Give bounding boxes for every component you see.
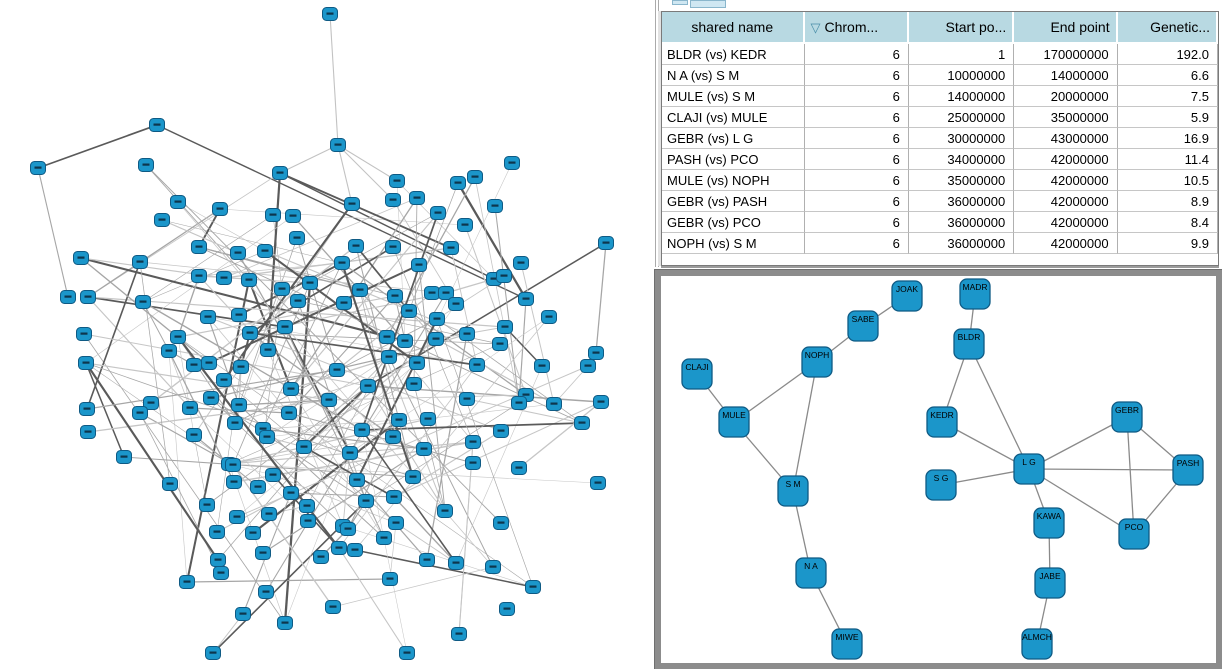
- table-header-cell[interactable]: shared name: [662, 12, 805, 44]
- node-label-smudge: [282, 326, 289, 328]
- edge-table-header: [662, 12, 1218, 44]
- table-cell: N A (vs) S M: [662, 65, 805, 86]
- node-label-smudge: [453, 562, 460, 564]
- network-edge: [38, 168, 68, 297]
- node-label-smudge: [433, 338, 440, 340]
- node-label-smudge: [288, 492, 295, 494]
- node-label-smudge: [187, 407, 194, 409]
- node-label-smudge: [546, 316, 553, 318]
- table-cell: 6.6: [1118, 65, 1218, 86]
- network-edge: [140, 413, 221, 573]
- network-edge: [1029, 469, 1188, 470]
- node-label: PASH: [1176, 458, 1200, 468]
- node-label-smudge: [341, 302, 348, 304]
- node-label-smudge: [396, 419, 403, 421]
- node-label-smudge: [221, 379, 228, 381]
- node-label-smudge: [215, 559, 222, 561]
- table-cell: 9.9: [1118, 233, 1218, 254]
- network-edge: [343, 526, 533, 587]
- node-label-smudge: [307, 282, 314, 284]
- node-label-smudge: [65, 296, 72, 298]
- node-label-smudge: [472, 176, 479, 178]
- network-edge: [969, 344, 1029, 469]
- table-row[interactable]: [662, 212, 1218, 233]
- table-cell: 36000000: [909, 212, 1014, 233]
- node-label-smudge: [393, 522, 400, 524]
- node-label-smudge: [518, 262, 525, 264]
- tab-fragment[interactable]: [672, 0, 688, 5]
- network-edge: [459, 442, 473, 634]
- node-label-smudge: [270, 214, 277, 216]
- node-label-smudge: [448, 247, 455, 249]
- node-label-smudge: [191, 434, 198, 436]
- network-edge: [793, 362, 817, 491]
- table-cell: 6: [805, 86, 909, 107]
- node-label-smudge: [286, 412, 293, 414]
- table-cell: 42000000: [1014, 233, 1117, 254]
- node-label-smudge: [497, 343, 504, 345]
- node-label-smudge: [255, 486, 262, 488]
- node-label-smudge: [530, 586, 537, 588]
- node-label-smudge: [593, 352, 600, 354]
- node-label-smudge: [462, 224, 469, 226]
- node-label-smudge: [240, 613, 247, 615]
- node-label: BLDR: [957, 332, 981, 342]
- node-label-smudge: [334, 369, 341, 371]
- node-label-smudge: [523, 394, 530, 396]
- node-label-smudge: [595, 482, 602, 484]
- node-label: CLAJI: [685, 362, 709, 372]
- node-label-smudge: [353, 245, 360, 247]
- panel-split-line: [655, 0, 656, 267]
- table-cell: 42000000: [1014, 149, 1117, 170]
- table-cell: 10000000: [909, 65, 1014, 86]
- table-cell: 14000000: [1014, 65, 1117, 86]
- node-label-smudge: [443, 292, 450, 294]
- network-edge: [338, 145, 397, 181]
- node-label-smudge: [404, 652, 411, 654]
- node-label: GEBR: [1114, 405, 1140, 415]
- node-label-smudge: [402, 340, 409, 342]
- table-cell: 10.5: [1118, 170, 1218, 191]
- node-label-smudge: [218, 572, 225, 574]
- network-edge: [280, 173, 451, 248]
- small-network-canvas[interactable]: [655, 270, 1222, 669]
- node-label-smudge: [121, 456, 128, 458]
- table-row[interactable]: [662, 149, 1218, 170]
- node-label-smudge: [490, 566, 497, 568]
- node-label-smudge: [335, 144, 342, 146]
- node-label-smudge: [247, 332, 254, 334]
- node-label-smudge: [394, 180, 401, 182]
- table-cell: GEBR (vs) PASH: [662, 191, 805, 212]
- node-label: NOPH: [804, 350, 830, 360]
- node-label-smudge: [390, 199, 397, 201]
- table-cell: 6: [805, 170, 909, 191]
- node-label-smudge: [143, 164, 150, 166]
- node-label-smudge: [238, 366, 245, 368]
- node-label-smudge: [35, 167, 42, 169]
- node-label-smudge: [221, 277, 228, 279]
- node-label-smudge: [214, 531, 221, 533]
- table-row[interactable]: [662, 65, 1218, 86]
- node-label-smudge: [363, 500, 370, 502]
- node-label-smudge: [262, 250, 269, 252]
- table-cell: BLDR (vs) KEDR: [662, 44, 805, 65]
- node-label-smudge: [78, 257, 85, 259]
- node-label-smudge: [470, 462, 477, 464]
- table-cell: 6: [805, 212, 909, 233]
- table-cell: 5.9: [1118, 107, 1218, 128]
- node-label: JABE: [1039, 571, 1061, 581]
- node-label-smudge: [326, 399, 333, 401]
- node-label: S G: [933, 473, 949, 483]
- node-label-smudge: [295, 300, 302, 302]
- tab-fragment[interactable]: [690, 0, 726, 8]
- node-label-smudge: [301, 446, 308, 448]
- node-label-smudge: [516, 467, 523, 469]
- node-label: MULE: [722, 410, 746, 420]
- node-label-smudge: [551, 403, 558, 405]
- network-edge: [437, 319, 533, 587]
- node-label-smudge: [196, 246, 203, 248]
- node-label-smudge: [585, 365, 592, 367]
- node-label-smudge: [498, 522, 505, 524]
- node-label-smudge: [434, 318, 441, 320]
- table-cell: 42000000: [1014, 191, 1117, 212]
- node-label-smudge: [349, 203, 356, 205]
- node-label-smudge: [504, 608, 511, 610]
- table-cell: GEBR (vs) L G: [662, 128, 805, 149]
- node-label-smudge: [339, 262, 346, 264]
- node-label-smudge: [464, 333, 471, 335]
- network-edge: [339, 548, 407, 653]
- node-label-smudge: [411, 383, 418, 385]
- node-label-smudge: [414, 197, 421, 199]
- node-label-smudge: [159, 219, 166, 221]
- node-label-smudge: [304, 505, 311, 507]
- node-label-smudge: [391, 496, 398, 498]
- node-label-smudge: [288, 388, 295, 390]
- node-label-smudge: [282, 622, 289, 624]
- node-label-smudge: [305, 520, 312, 522]
- node-label-smudge: [509, 162, 516, 164]
- network-edge: [1127, 417, 1134, 534]
- node-label-smudge: [294, 237, 301, 239]
- node-label-smudge: [425, 418, 432, 420]
- table-cell: 6: [805, 65, 909, 86]
- table-cell: MULE (vs) S M: [662, 86, 805, 107]
- network-edge: [390, 523, 396, 579]
- node-label-smudge: [260, 552, 267, 554]
- table-cell: 6: [805, 107, 909, 128]
- node-label-smudge: [330, 606, 337, 608]
- edge-table: [662, 12, 1218, 254]
- node-label: L G: [1022, 457, 1036, 467]
- node-label-smudge: [455, 182, 462, 184]
- table-cell: 20000000: [1014, 86, 1117, 107]
- node-label-smudge: [196, 275, 203, 277]
- table-cell: 6: [805, 44, 909, 65]
- node-label-smudge: [416, 264, 423, 266]
- node-label-smudge: [442, 510, 449, 512]
- network-edge: [330, 14, 338, 145]
- node-label-smudge: [84, 408, 91, 410]
- node-label-smudge: [204, 504, 211, 506]
- table-cell: 6: [805, 233, 909, 254]
- node-label-smudge: [365, 385, 372, 387]
- table-cell: 192.0: [1118, 44, 1218, 65]
- node-label-smudge: [352, 549, 359, 551]
- node-label-smudge: [235, 252, 242, 254]
- node-label-smudge: [345, 528, 352, 530]
- table-cell: 42000000: [1014, 170, 1117, 191]
- node-label-smudge: [392, 295, 399, 297]
- node-label-smudge: [205, 316, 212, 318]
- table-cell: 25000000: [909, 107, 1014, 128]
- table-row[interactable]: [662, 233, 1218, 254]
- table-cell: 35000000: [909, 170, 1014, 191]
- node-label-smudge: [453, 303, 460, 305]
- table-cell: 35000000: [1014, 107, 1117, 128]
- table-cell: 34000000: [909, 149, 1014, 170]
- node-label-smudge: [603, 242, 610, 244]
- node-label-smudge: [390, 436, 397, 438]
- node-label-smudge: [236, 404, 243, 406]
- node-label-smudge: [464, 398, 471, 400]
- node-label-smudge: [266, 513, 273, 515]
- node-label-smudge: [264, 436, 271, 438]
- node-label-smudge: [290, 215, 297, 217]
- node-label-smudge: [410, 476, 417, 478]
- table-cell: NOPH (vs) S M: [662, 233, 805, 254]
- table-cell: MULE (vs) NOPH: [662, 170, 805, 191]
- node-label-smudge: [191, 364, 198, 366]
- edge-table-panel: [661, 11, 1219, 266]
- node-label-smudge: [234, 516, 241, 518]
- node-label-smudge: [414, 362, 421, 364]
- table-cell: 14000000: [909, 86, 1014, 107]
- node-label-smudge: [501, 275, 508, 277]
- network-edge: [169, 351, 190, 408]
- node-label-smudge: [270, 474, 277, 476]
- node-label-smudge: [498, 430, 505, 432]
- table-header-cell[interactable]: ▽ Chrom...: [805, 12, 909, 44]
- node-label: SABE: [851, 314, 875, 324]
- node-label-smudge: [83, 362, 90, 364]
- node-label: N A: [804, 561, 818, 571]
- node-label: ALMCH: [1022, 632, 1052, 642]
- table-cell: 7.5: [1118, 86, 1218, 107]
- node-label-smudge: [579, 422, 586, 424]
- node-label-smudge: [347, 452, 354, 454]
- table-row[interactable]: [662, 44, 1218, 65]
- node-label-smudge: [85, 296, 92, 298]
- table-cell: 43000000: [1014, 128, 1117, 149]
- node-label-smudge: [175, 201, 182, 203]
- node-label-smudge: [435, 212, 442, 214]
- node-label-smudge: [429, 292, 436, 294]
- node-label-smudge: [85, 431, 92, 433]
- node-label-smudge: [210, 652, 217, 654]
- network-edge: [596, 243, 606, 353]
- table-cell: PASH (vs) PCO: [662, 149, 805, 170]
- node-label-smudge: [318, 556, 325, 558]
- table-header-cell[interactable]: Genetic...: [1118, 12, 1218, 44]
- node-label-smudge: [386, 356, 393, 358]
- node-label-smudge: [406, 310, 413, 312]
- node-label-smudge: [167, 483, 174, 485]
- network-edge: [146, 165, 501, 523]
- node-label-smudge: [81, 333, 88, 335]
- table-header-cell[interactable]: Start po...: [909, 12, 1014, 44]
- funnel-icon[interactable]: ▽: [810, 19, 821, 35]
- table-cell: 170000000: [1014, 44, 1117, 65]
- node-label-smudge: [137, 261, 144, 263]
- node-label-smudge: [246, 279, 253, 281]
- node-label-smudge: [381, 537, 388, 539]
- table-cell: 8.4: [1118, 212, 1218, 233]
- node-label-smudge: [206, 362, 213, 364]
- node-label-smudge: [523, 298, 530, 300]
- node-label-smudge: [260, 428, 267, 430]
- node-label-smudge: [359, 429, 366, 431]
- network-edge: [338, 145, 352, 204]
- table-cell: 6: [805, 149, 909, 170]
- node-label-smudge: [154, 124, 161, 126]
- node-label-smudge: [424, 559, 431, 561]
- table-row[interactable]: [662, 86, 1218, 107]
- node-label: JOAK: [895, 284, 919, 294]
- node-label-smudge: [516, 402, 523, 404]
- network-edge: [333, 567, 493, 607]
- table-cell: 36000000: [909, 233, 1014, 254]
- node-label-smudge: [336, 547, 343, 549]
- network-edge: [169, 351, 187, 582]
- node-label: KEDR: [930, 410, 954, 420]
- table-row[interactable]: [662, 107, 1218, 128]
- node-label-smudge: [217, 208, 224, 210]
- node-label-smudge: [474, 364, 481, 366]
- node-label-smudge: [390, 246, 397, 248]
- table-cell: 6: [805, 128, 909, 149]
- table-cell: 1: [909, 44, 1014, 65]
- node-label: PCO: [1124, 522, 1144, 532]
- node-label: KAWA: [1036, 511, 1062, 521]
- table-cell: 16.9: [1118, 128, 1218, 149]
- node-label-smudge: [137, 412, 144, 414]
- panel-split-line: [658, 0, 659, 267]
- node-label: MIWE: [835, 632, 859, 642]
- network-edge: [86, 363, 233, 465]
- table-cell: 11.4: [1118, 149, 1218, 170]
- node-label-smudge: [492, 205, 499, 207]
- node-label: S M: [785, 479, 801, 489]
- table-cell: 36000000: [909, 191, 1014, 212]
- table-cell: 8.9: [1118, 191, 1218, 212]
- table-cell: 30000000: [909, 128, 1014, 149]
- node-label-smudge: [384, 336, 391, 338]
- table-cell: 6: [805, 191, 909, 212]
- node-label-smudge: [354, 479, 361, 481]
- node-label-smudge: [140, 301, 147, 303]
- node-label-smudge: [265, 349, 272, 351]
- node-label-smudge: [470, 441, 477, 443]
- node-label-smudge: [387, 578, 394, 580]
- network-edge: [338, 145, 393, 200]
- network-edge: [280, 145, 338, 173]
- node-label-smudge: [502, 326, 509, 328]
- node-label-smudge: [456, 633, 463, 635]
- network-edge: [224, 198, 417, 278]
- node-label-smudge: [232, 422, 239, 424]
- node-label-smudge: [539, 365, 546, 367]
- node-label-smudge: [166, 350, 173, 352]
- table-cell: 42000000: [1014, 212, 1117, 233]
- node-label-smudge: [236, 314, 243, 316]
- node-label-smudge: [263, 591, 270, 593]
- table-row[interactable]: [662, 191, 1218, 212]
- table-cell: CLAJI (vs) MULE: [662, 107, 805, 128]
- node-label-smudge: [421, 448, 428, 450]
- node-label-smudge: [598, 401, 605, 403]
- network-edge: [86, 363, 218, 560]
- table-row[interactable]: [662, 128, 1218, 149]
- node-label-smudge: [184, 581, 191, 583]
- node-label-smudge: [357, 289, 364, 291]
- table-header-cell[interactable]: End point: [1014, 12, 1117, 44]
- node-label-smudge: [279, 288, 286, 290]
- node-label-smudge: [208, 397, 215, 399]
- node-label-smudge: [327, 13, 334, 15]
- node-label-smudge: [148, 402, 155, 404]
- node-label-smudge: [277, 172, 284, 174]
- node-label: MADR: [962, 282, 988, 292]
- node-label-smudge: [230, 464, 237, 466]
- table-row[interactable]: [662, 170, 1218, 191]
- node-label-smudge: [250, 532, 257, 534]
- node-label-smudge: [231, 481, 238, 483]
- edge-table-body: [662, 44, 1218, 254]
- node-label-smudge: [175, 336, 182, 338]
- table-cell: GEBR (vs) PCO: [662, 212, 805, 233]
